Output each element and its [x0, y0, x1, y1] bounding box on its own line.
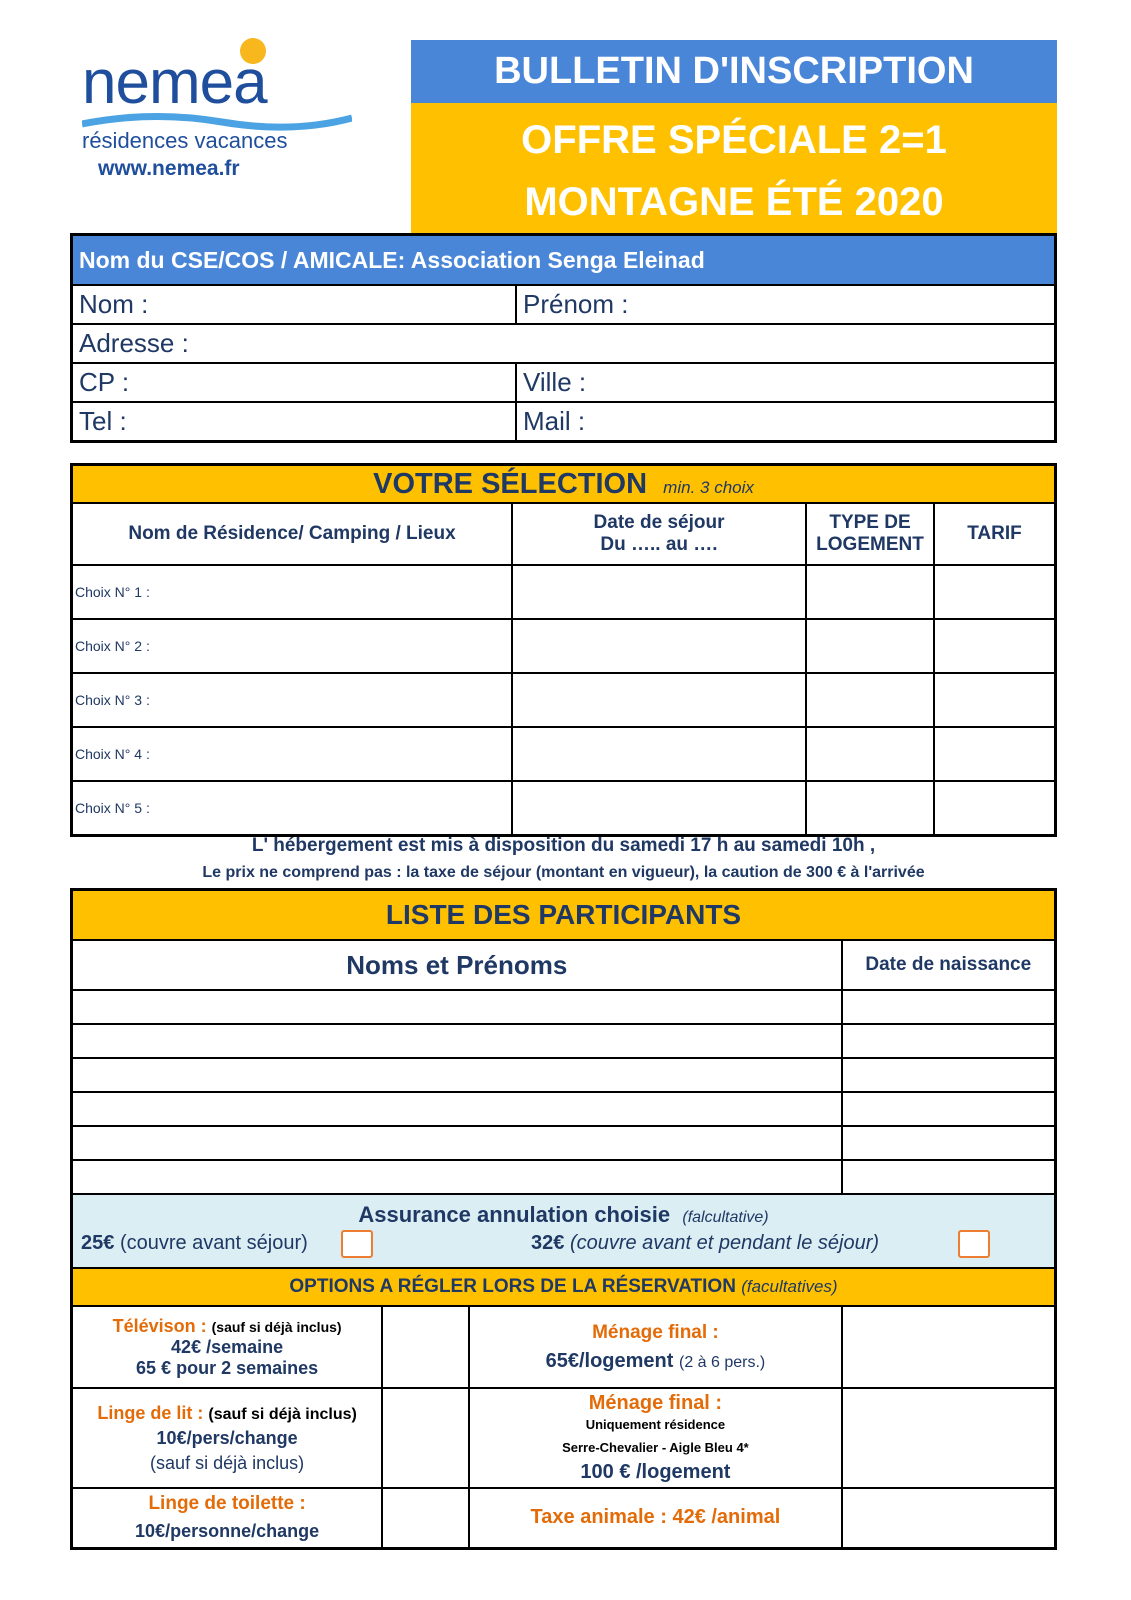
offer-line-2: MONTAGNE ÉTÉ 2020 [524, 180, 944, 224]
participant-name[interactable] [72, 990, 842, 1024]
col-date-line1: Date de séjour [593, 512, 725, 533]
choice-label: Choix N° 1 : [72, 565, 513, 619]
offer-line-1: OFFRE SPÉCIALE 2=1 [521, 118, 947, 162]
options-title: OPTIONS A RÉGLER LORS DE LA RÉSERVATION [289, 1276, 736, 1297]
nemea-logo [70, 30, 370, 200]
insurance-opt2 [531, 1232, 879, 1255]
cp-field[interactable]: CP : [72, 363, 517, 402]
choice-tarif[interactable] [934, 727, 1056, 781]
prenom-field[interactable]: Prénom : [516, 285, 1056, 324]
participants-table [70, 888, 1057, 1550]
note-line-1: L' hébergement est mis à disposition du samedi 17 h au samedi 10h , [251, 835, 876, 856]
selection-title [72, 465, 1056, 504]
participant-birth[interactable] [842, 1058, 1056, 1092]
option-menage [469, 1306, 841, 1388]
choice-date[interactable] [512, 565, 806, 619]
insurance-title: Assurance annulation choisie [358, 1202, 671, 1227]
options-title-row [72, 1268, 1056, 1306]
choice-type[interactable] [806, 565, 934, 619]
option-linge-toilette [72, 1488, 383, 1548]
insurance-title-row [73, 1202, 1054, 1228]
choice-label: Choix N° 4 : [72, 727, 513, 781]
insurance-opt2-desc: (couvre avant et pendant le séjour) [569, 1232, 880, 1254]
tv-note: (sauf si déjà inclus) [211, 1318, 342, 1335]
insurance-opt2-price: 32€ [531, 1232, 565, 1254]
ville-field[interactable]: Ville : [516, 363, 1056, 402]
choice-tarif[interactable] [934, 565, 1056, 619]
linge-lit-note: (sauf si déjà inclus) [208, 1405, 357, 1423]
linge-lit-label: Linge de lit : [97, 1402, 204, 1423]
col-residence: Nom de Résidence/ Camping / Lieux [72, 503, 513, 565]
col-type-line1: TYPE DE [829, 512, 911, 533]
insurance-section [72, 1194, 1056, 1268]
menage-label: Ménage final : [592, 1321, 719, 1343]
logo-brand: nemea [82, 48, 267, 117]
tv-label: Télévison : [112, 1315, 207, 1336]
participant-name[interactable] [72, 1160, 842, 1194]
menage-note: (2 à 6 pers.) [678, 1353, 766, 1371]
choice-tarif[interactable] [934, 781, 1056, 836]
participant-birth[interactable] [842, 1092, 1056, 1126]
col-birth: Date de naissance [842, 940, 1056, 990]
option-tv-qty[interactable] [382, 1306, 469, 1388]
choice-type[interactable] [806, 673, 934, 727]
nom-field[interactable]: Nom : [72, 285, 517, 324]
choice-date[interactable] [512, 781, 806, 836]
animal-label: Taxe animale : 42€ /animal [530, 1506, 781, 1529]
participant-name[interactable] [72, 1126, 842, 1160]
participant-name[interactable] [72, 1092, 842, 1126]
tv-price-1: 42€ /semaine [171, 1336, 284, 1357]
org-name: Nom du CSE/COS / AMICALE: Association Senga Eleinad [72, 235, 1056, 286]
menage2-label: Ménage final : [588, 1392, 723, 1414]
menage-price: 65€/logement [545, 1349, 674, 1372]
option-linge-lit [72, 1388, 383, 1488]
menage2-note-2: Serre-Chevalier - Aigle Bleu 4* [562, 1440, 749, 1455]
option-animal [469, 1488, 841, 1548]
option-toilette-qty[interactable] [382, 1488, 469, 1548]
choice-date[interactable] [512, 619, 806, 673]
insurance-opt1 [81, 1232, 308, 1255]
insurance-optional: (falcultative) [682, 1209, 769, 1226]
selection-table [70, 463, 1057, 837]
option-animal-qty[interactable] [842, 1488, 1056, 1548]
choice-label: Choix N° 5 : [72, 781, 513, 836]
selection-heading: VOTRE SÉLECTION [373, 467, 648, 500]
participant-name[interactable] [72, 1058, 842, 1092]
offer-banner [411, 103, 1057, 233]
col-type [806, 503, 934, 565]
tel-field[interactable]: Tel : [72, 402, 517, 442]
selection-hint: min. 3 choix [663, 477, 754, 497]
col-date [512, 503, 806, 565]
option-menage2-qty[interactable] [842, 1388, 1056, 1488]
linge-lit-price: 10€/pers/change [156, 1427, 298, 1448]
choice-label: Choix N° 3 : [72, 673, 513, 727]
linge-lit-note-2: (sauf si déjà inclus) [150, 1452, 305, 1473]
insurance-options [73, 1228, 1054, 1262]
option-tv [72, 1306, 383, 1388]
participant-birth[interactable] [842, 990, 1056, 1024]
option-menage-qty[interactable] [842, 1306, 1056, 1388]
mail-field[interactable]: Mail : [516, 402, 1056, 442]
choice-date[interactable] [512, 727, 806, 781]
options-optional: (facultatives) [741, 1277, 838, 1296]
col-tarif: TARIF [934, 503, 1056, 565]
option-linge-lit-qty[interactable] [382, 1388, 469, 1488]
choice-type[interactable] [806, 727, 934, 781]
insurance-opt1-desc: (couvre avant séjour) [119, 1232, 308, 1254]
choice-tarif[interactable] [934, 673, 1056, 727]
participant-birth[interactable] [842, 1160, 1056, 1194]
toilette-label: Linge de toilette : [148, 1493, 306, 1515]
identity-table [70, 233, 1057, 443]
logo-url: www.nemea.fr [98, 157, 240, 180]
insurance-opt1-price: 25€ [81, 1232, 115, 1254]
participant-birth[interactable] [842, 1126, 1056, 1160]
insurance-opt1-checkbox[interactable] [341, 1230, 373, 1258]
choice-tarif[interactable] [934, 619, 1056, 673]
participants-title: LISTE DES PARTICIPANTS [72, 890, 1056, 941]
insurance-opt2-checkbox[interactable] [958, 1230, 990, 1258]
choice-label: Choix N° 2 : [72, 619, 513, 673]
choice-type[interactable] [806, 619, 934, 673]
toilette-price: 10€/personne/change [135, 1521, 320, 1542]
participant-name[interactable] [72, 1024, 842, 1058]
col-type-line2: LOGEMENT [816, 534, 924, 555]
tv-price-2: 65 € pour 2 semaines [136, 1357, 319, 1378]
col-date-line2: Du ….. au …. [600, 534, 718, 555]
choice-date[interactable] [512, 673, 806, 727]
form-title: BULLETIN D'INSCRIPTION [411, 40, 1057, 103]
adresse-field[interactable]: Adresse : [72, 324, 1056, 363]
participant-birth[interactable] [842, 1024, 1056, 1058]
menage2-note-1: Uniquement résidence [585, 1417, 726, 1432]
note-line-2: Le prix ne comprend pas : la taxe de séjour (montant en vigueur), la caution de 300 € à l'arrivée [202, 864, 925, 881]
col-names: Noms et Prénoms [72, 940, 842, 990]
logo-subtitle: résidences vacances [82, 128, 288, 153]
menage2-price: 100 € /logement [580, 1461, 731, 1483]
choice-type[interactable] [806, 781, 934, 836]
option-menage-2 [469, 1388, 841, 1488]
